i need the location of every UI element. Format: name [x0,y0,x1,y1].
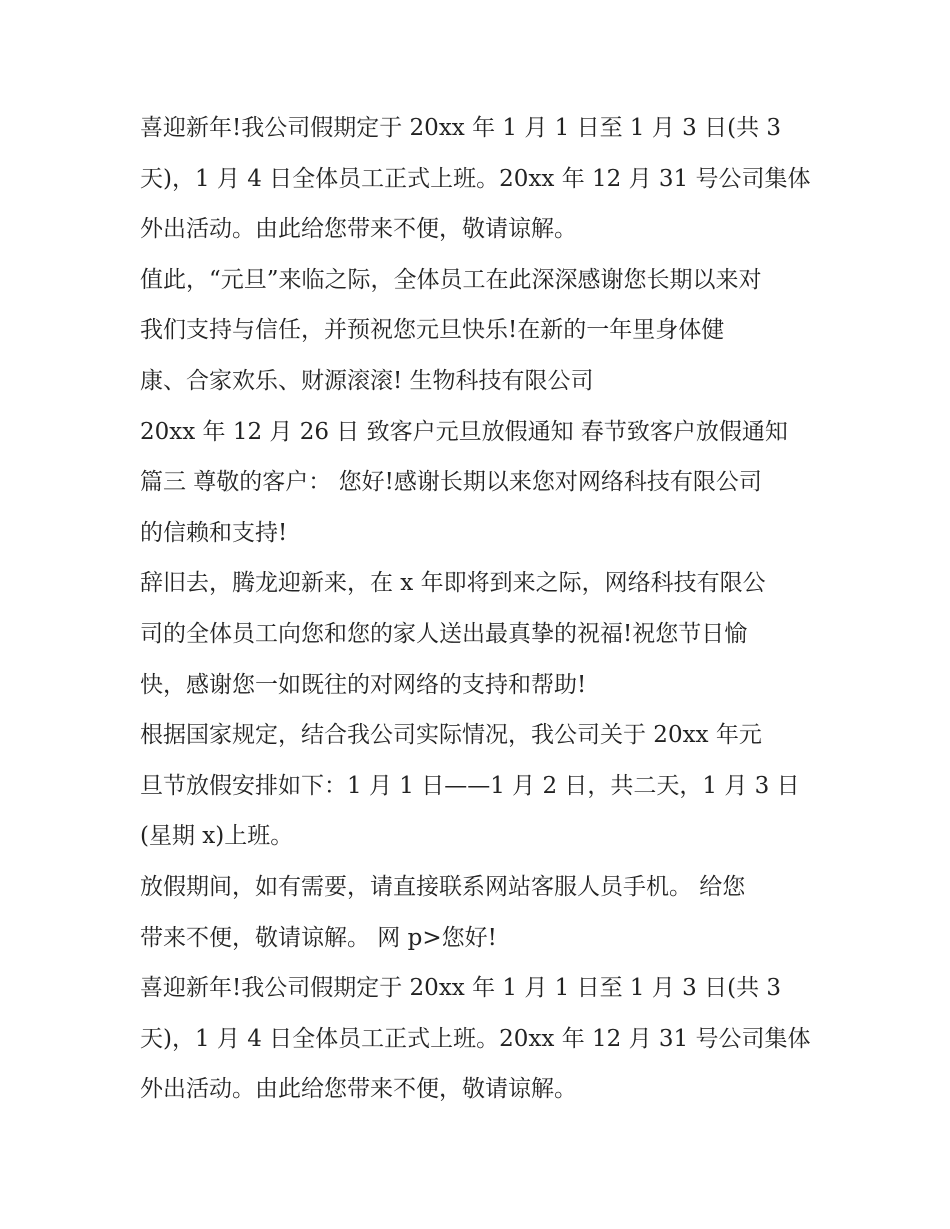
text-line: 旦节放假安排如下：1 月 1 日——1 月 2 日，共二天，1 月 3 日 [140,772,800,799]
text-line: 我们支持与信任，并预祝您元旦快乐!在新的一年里身体健 [140,317,725,344]
text-line: 天)，1 月 4 日全体员工正式上班。20xx 年 12 月 31 号公司集体 [140,165,811,192]
text-line: 20xx 年 12 月 26 日 致客户元旦放假通知 春节致客户放假通知 [140,418,788,445]
text-line: (星期 x)上班。 [140,823,294,850]
text-line: 司的全体员工向您和您的家人送出最真挚的祝福!祝您节日愉 [140,620,748,647]
text-line: 快，感谢您一如既往的对网络的支持和帮助! [140,671,587,698]
text-line: 放假期间，如有需要，请直接联系网站客服人员手机。 给您 [140,873,746,900]
text-line: 天)，1 月 4 日全体员工正式上班。20xx 年 12 月 31 号公司集体 [140,1025,811,1052]
text-line: 喜迎新年!我公司假期定于 20xx 年 1 月 1 日至 1 月 3 日(共 3 [140,115,782,141]
text-line: 值此，“元旦”来临之际，全体员工在此深深感谢您长期以来对 [140,266,762,293]
document-body [140,103,820,1115]
text-line: 外出活动。由此给您带来不便，敬请谅解。 [140,1076,577,1103]
text-line: 带来不便，敬请谅解。 网 p>您好! [140,924,497,951]
text-line: 的信赖和支持! [140,519,288,546]
text-line: 篇三 尊敬的客户： 您好!感谢长期以来您对网络科技有限公司 [140,469,762,496]
text-line: 康、合家欢乐、财源滚滚! 生物科技有限公司 [140,367,594,394]
text-line: 辞旧去，腾龙迎新来，在 x 年即将到来之际，网络科技有限公 [140,570,766,597]
text-line: 外出活动。由此给您带来不便，敬请谅解。 [140,216,577,243]
text-line: 喜迎新年!我公司假期定于 20xx 年 1 月 1 日至 1 月 3 日(共 3 [140,975,782,1002]
text-line: 根据国家规定，结合我公司实际情况，我公司关于 20xx 年元 [140,722,762,749]
